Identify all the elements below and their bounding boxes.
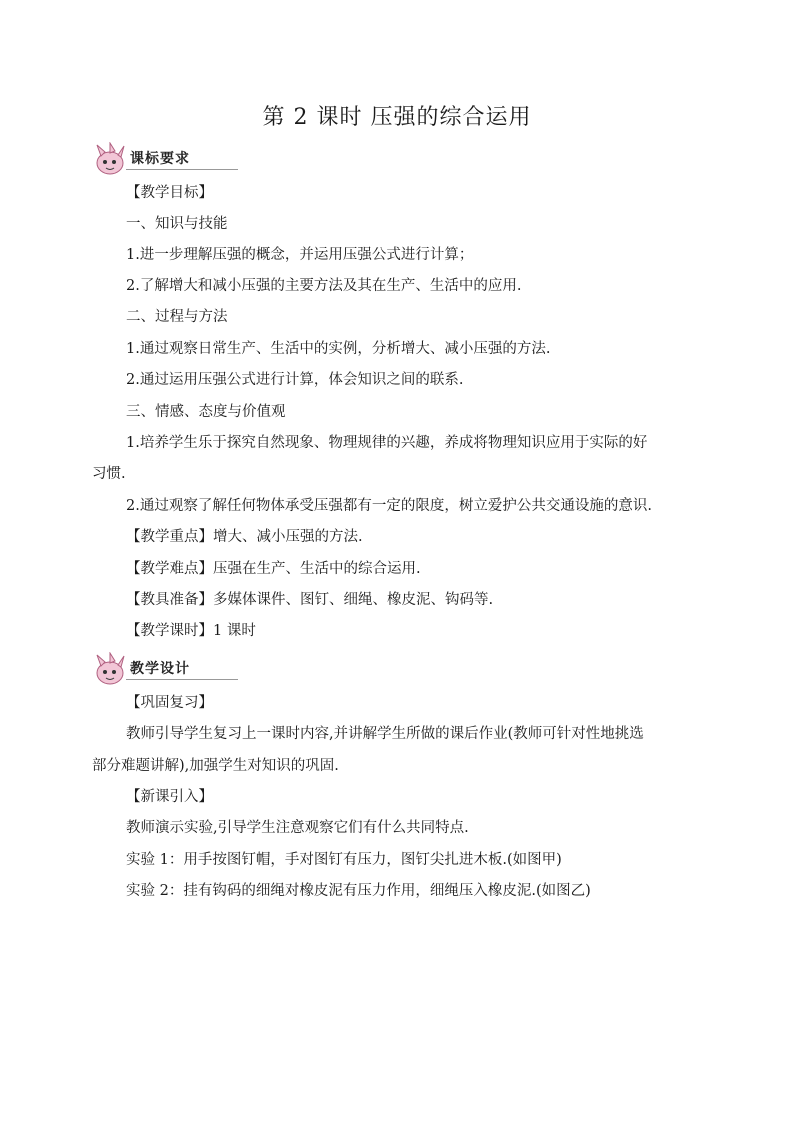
line-teaching-goals: 【教学目标】: [126, 185, 213, 201]
section-header-curriculum: [92, 142, 242, 176]
line-goal-2: 2.了解增大和减小压强的主要方法及其在生产、生活中的应用.: [126, 278, 522, 294]
line-emotion-values: 三、情感、态度与价值观: [126, 404, 286, 420]
line-new-lesson: 【新课引入】: [126, 789, 213, 805]
line-experiment-1: 实验 1：用手按图钉帽，手对图钉有压力，图钉尖扎进木板.(如图甲): [126, 852, 562, 868]
line-periods: 【教学课时】1 课时: [126, 623, 256, 639]
line-process-1: 1.通过观察日常生产、生活中的实例，分析增大、减小压强的方法.: [126, 341, 551, 357]
line-demo: 教师演示实验,引导学生注意观察它们有什么共同特点.: [126, 820, 469, 836]
line-review-text: 教师引导学生复习上一课时内容,并讲解学生所做的课后作业(教师可针对性地挑选: [126, 726, 644, 742]
line-goal-1: 1.进一步理解压强的概念，并运用压强公式进行计算；: [126, 247, 474, 263]
line-key-point: 【教学重点】增大、减小压强的方法.: [126, 529, 363, 545]
cartoon-icon: [92, 652, 128, 686]
line-knowledge-skills: 一、知识与技能: [126, 216, 228, 232]
line-emotion-1: 1.培养学生乐于探究自然现象、物理规律的兴趣，养成将物理知识应用于实际的好: [126, 435, 648, 451]
line-difficulty: 【教学难点】压强在生产、生活中的综合运用.: [126, 561, 421, 577]
section-underline: [126, 169, 238, 170]
cartoon-icon: [92, 142, 128, 176]
section-label: 课标要求: [130, 151, 190, 167]
line-materials: 【教具准备】多媒体课件、图钉、细绳、橡皮泥、钩码等.: [126, 592, 494, 608]
line-process-2: 2.通过运用压强公式进行计算，体会知识之间的联系.: [126, 372, 464, 388]
line-emotion-2: 2.通过观察了解任何物体承受压强都有一定的限度，树立爱护公共交通设施的意识.: [126, 498, 652, 514]
page-title: 第 2 课时 压强的综合运用: [262, 105, 532, 130]
section-header-design: [92, 652, 242, 686]
line-review: 【巩固复习】: [126, 695, 213, 711]
line-process-method: 二、过程与方法: [126, 309, 228, 325]
line-experiment-2: 实验 2：挂有钩码的细绳对橡皮泥有压力作用，细绳压入橡皮泥.(如图乙): [126, 883, 591, 899]
line-review-text-cont: 部分难题讲解),加强学生对知识的巩固.: [92, 758, 339, 774]
line-emotion-1-cont: 习惯.: [92, 466, 126, 482]
section-label: 教学设计: [130, 661, 190, 677]
section-underline: [126, 679, 238, 680]
